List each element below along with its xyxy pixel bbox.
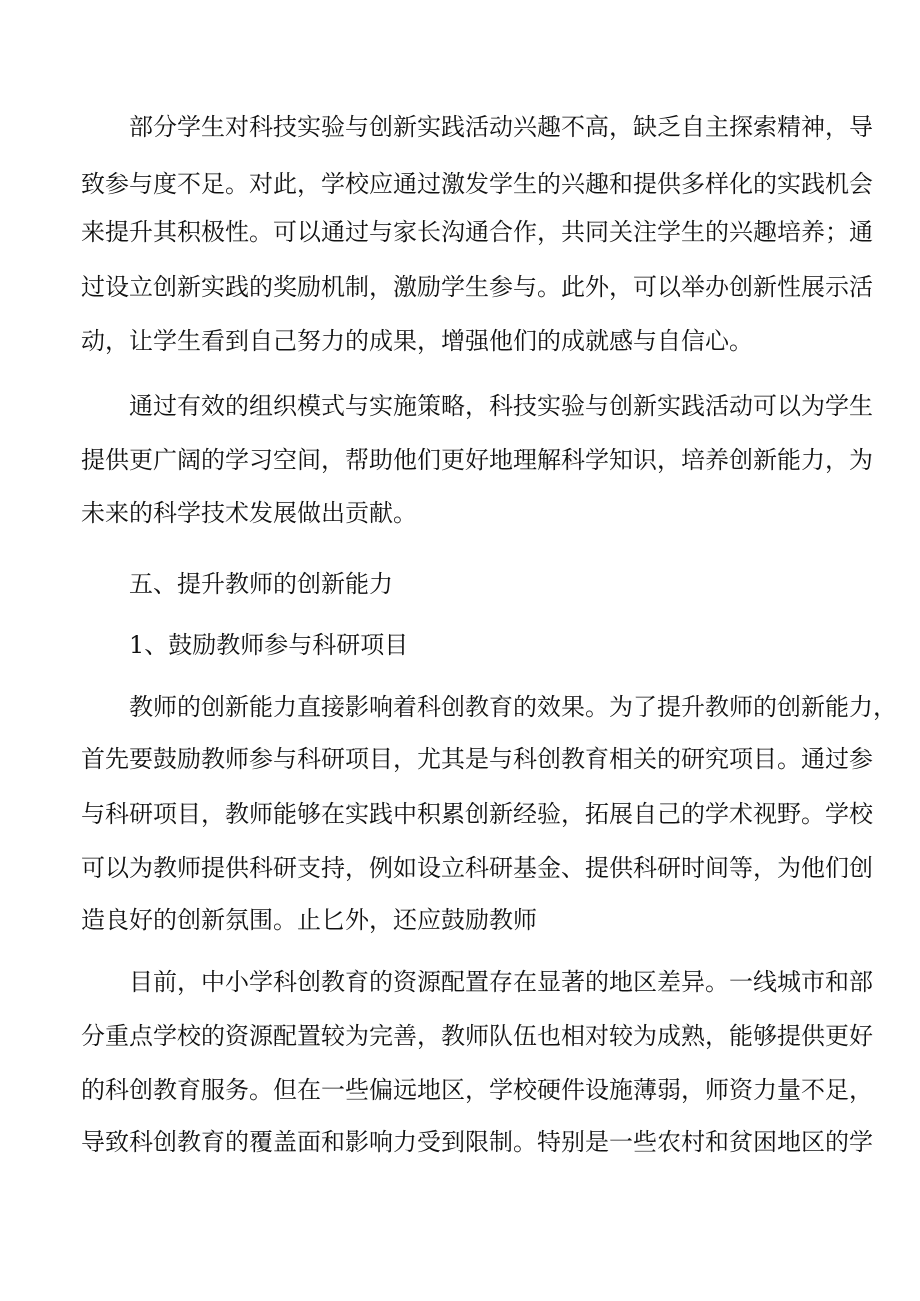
paragraph-line: 提供更广阔的学习空间，帮助他们更好地理解科学知识，培养创新能力，为 — [81, 446, 873, 474]
paragraph-line: 部分学生对科技实验与创新实践活动兴趣不高，缺乏自主探索精神，导 — [129, 113, 873, 141]
section-heading: 五、提升教师的创新能力 — [129, 570, 393, 598]
subsection-heading: 1、鼓励教师参与科研项目 — [129, 631, 409, 659]
paragraph-line: 来提升其积极性。可以通过与家长沟通合作，共同关注学生的兴趣培养；通 — [81, 218, 873, 246]
paragraph-line: 分重点学校的资源配置较为完善，教师队伍也相对较为成熟，能够提供更好 — [81, 1022, 873, 1050]
paragraph-line: 未来的科学技术发展做出贡献。 — [81, 499, 417, 527]
paragraph-line: 造良好的创新氛围。止匕外，还应鼓励教师 — [81, 906, 537, 934]
paragraph-line: 导致科创教育的覆盖面和影响力受到限制。特别是一些农村和贫困地区的学 — [81, 1128, 873, 1156]
paragraph-line: 致参与度不足。对此，学校应通过激发学生的兴趣和提供多样化的实践机会 — [81, 170, 873, 198]
paragraph-line: 与科研项目，教师能够在实践中积累创新经验，拓展自己的学术视野。学校 — [81, 800, 873, 828]
paragraph-line: 过设立创新实践的奖励机制，激励学生参与。此外，可以举办创新性展示活 — [81, 273, 873, 301]
paragraph-line: 教师的创新能力直接影响着科创教育的效果。为了提升教师的创新能力， — [129, 693, 897, 721]
paragraph-line: 首先要鼓励教师参与科研项目，尤其是与科创教育相关的研究项目。通过参 — [81, 745, 873, 773]
paragraph-line: 通过有效的组织模式与实施策略，科技实验与创新实践活动可以为学生 — [129, 392, 873, 420]
paragraph-line: 的科创教育服务。但在一些偏远地区，学校硬件设施薄弱，师资力量不足， — [81, 1076, 873, 1104]
paragraph-line: 动，让学生看到自己努力的成果，增强他们的成就感与自信心。 — [81, 327, 753, 355]
paragraph-line: 可以为教师提供科研支持，例如设立科研基金、提供科研时间等，为他们创 — [81, 854, 873, 882]
paragraph-line: 目前，中小学科创教育的资源配置存在显著的地区差异。一线城市和部 — [129, 968, 873, 996]
